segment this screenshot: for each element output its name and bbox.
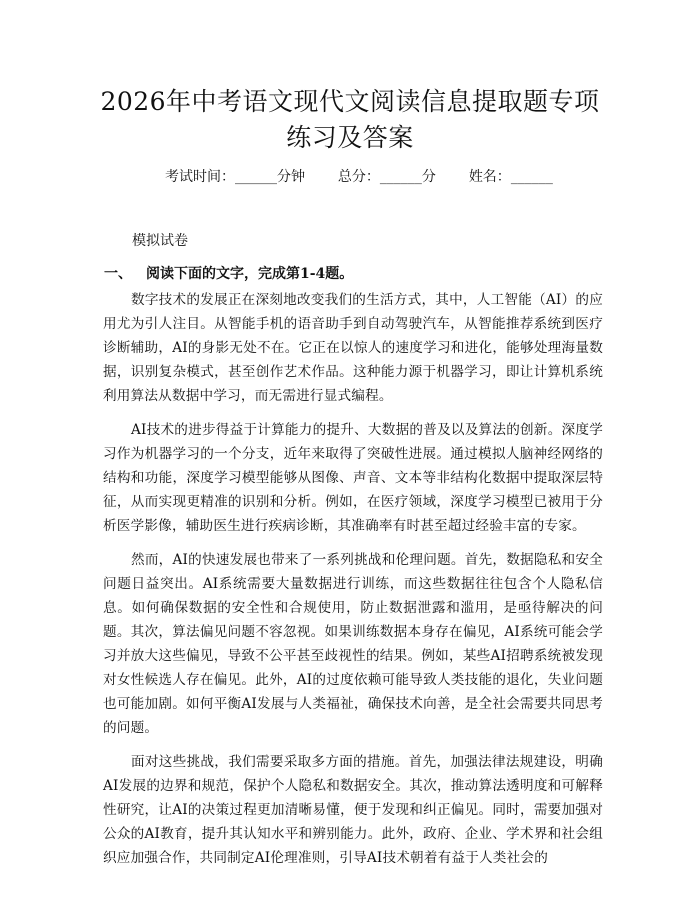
exam-info-line bbox=[165, 167, 553, 187]
total-score-unit: 分 bbox=[421, 169, 436, 185]
paper-subtitle: 模拟试卷 bbox=[132, 233, 188, 249]
passage-paragraph: AI技术的进步得益于计算能力的提升、大数据的普及以及算法的创新。深度学习作为机器学习的一个分支，近年来取得了突破性进展。通过模拟人脑神经网络的结构和功能，深度学习模型能够从图像、声音、文本等非结构化数据中提取深层特征，从而实现更精准的识别和分析。例如，在医疗领域，深度学习模型已被用于分析医学影像，辅助医生进行疾病诊断，其准确率有时甚至超过经验丰富的专家。 bbox=[103, 422, 603, 534]
passage-paragraph: 数字技术的发展正在深刻地改变我们的生活方式，其中，人工智能（AI）的应用尤为引人注目。从智能手机的语音助手到自动驾驶汽车，从智能推荐系统到医疗诊断辅助，AI的身影无处不在。它正在以惊人的速度学习和进化，能够处理海量数据，识别复杂模式，甚至创作艺术作品。这种能力源于机器学习，即让计算机系统利用算法从数据中学习，而无需进行显式编程。 bbox=[103, 292, 603, 404]
section-instruction: 阅读下面的文字，完成第1-4题。 bbox=[146, 266, 354, 282]
exam-time-label: 考试时间： bbox=[165, 169, 235, 185]
passage-paragraph: 然而，AI的快速发展也带来了一系列挑战和伦理问题。首先，数据隐私和安全问题日益突出。AI系统需要大量数据进行训练，而这些数据往往包含个人隐私信息。如何确保数据的安全性和合规使用，防止数据泄露和滥用，是亟待解决的问题。其次，算法偏见问题不容忽视。如果训练数据本身存在偏见，AI系统可能会学习并放大这些偏见，导致不公平甚至歧视性的结果。例如，某些AI招聘系统被发现对女性候选人存在偏见。此外，AI的过度依赖可能导致人类技能的退化，失业问题也可能加剧。如何平衡AI发展与人类福祉，确保技术向善，是全社会需要共同思考的问题。 bbox=[103, 552, 603, 736]
passage-paragraph: 面对这些挑战，我们需要采取多方面的措施。首先，加强法律法规建设，明确AI发展的边界和规范，保护个人隐私和数据安全。其次，推动算法透明度和可解释性研究，让AI的决策过程更加清晰易懂，便于发现和纠正偏见。同时，需要加强对公众的AI教育，提升其认知水平和辨别能力。此外，政府、企业、学术界和社会组织应加强合作，共同制定AI伦理准则，引导AI技术朝着有益于人类社会的 bbox=[103, 754, 603, 866]
total-score-label: 总分： bbox=[337, 169, 380, 185]
section-number: 一、 bbox=[104, 266, 132, 282]
name-label: 姓名： bbox=[468, 169, 511, 185]
name-blank: ______ bbox=[510, 169, 553, 185]
exam-time-blank: ______ bbox=[235, 169, 277, 185]
document-title: 2026年中考语文现代文阅读信息提取题专项练习及答案 bbox=[100, 87, 600, 152]
total-score-blank: ______ bbox=[379, 169, 422, 185]
exam-time-unit: 分钟 bbox=[277, 169, 305, 185]
reading-passage bbox=[103, 288, 603, 880]
section-heading bbox=[104, 263, 353, 283]
